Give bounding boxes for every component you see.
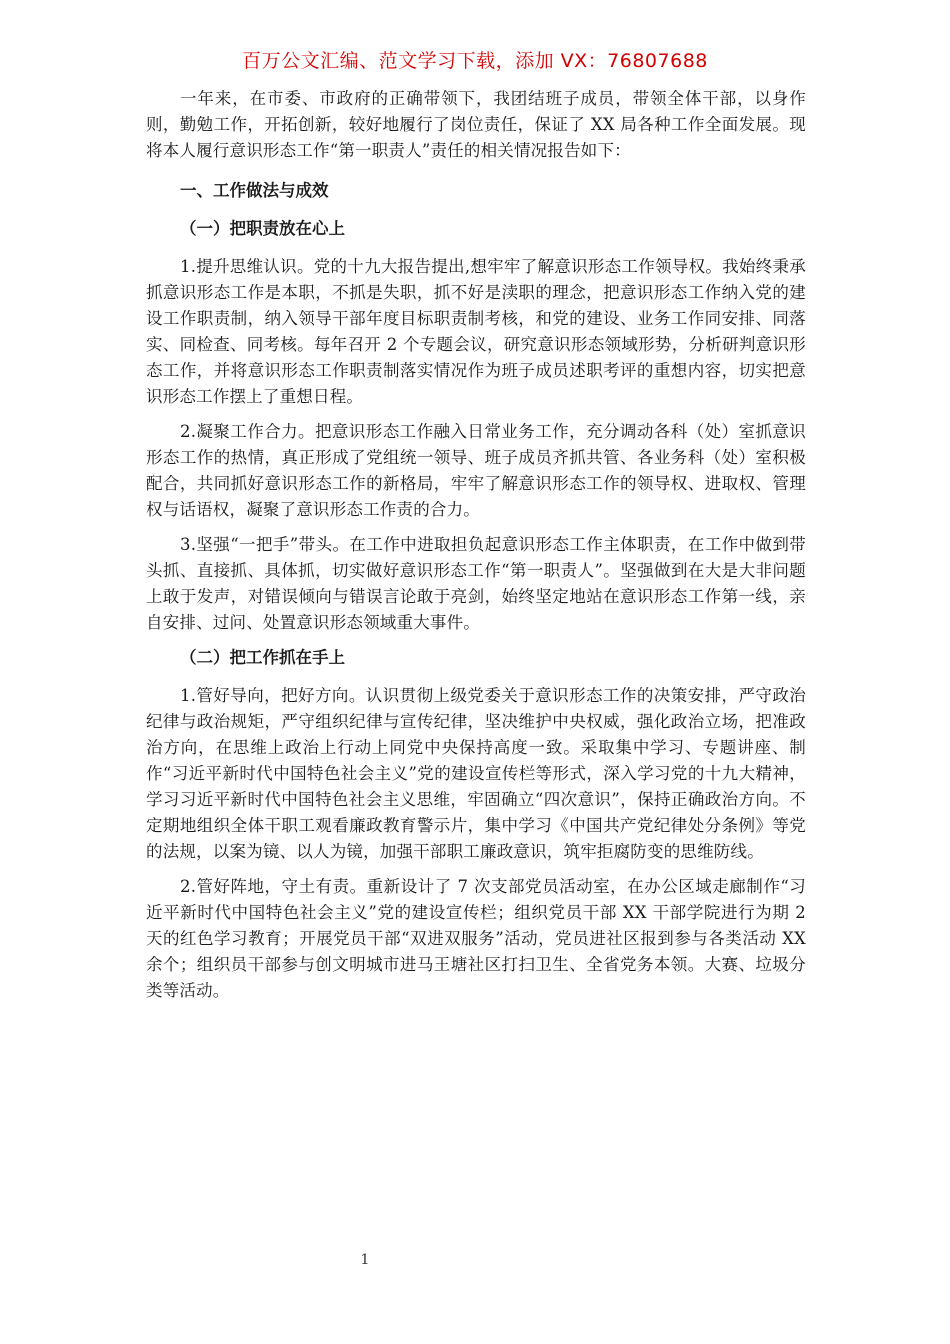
header-banner: 百万公文汇编、范文学习下载，添加 VX：76807688 [242, 50, 708, 72]
paragraph-2-1: 1.管好导向，把好方向。认识贯彻上级党委关于意识形态工作的决策安排，严守政治纪律与政治规矩，严守组织纪律与宣传纪律，坚决维护中央权威，强化政治立场，把准政治方向，在思维上政治上行动上同党中央保持高度一致。采取集中学习、专题讲座、制作“习近平新时代中国特色社会主义”党的建设宣传栏等形式，深入学习党的十九大精神，学习习近平新时代中国特色社会主义思维，牢固确立“四次意识”，保持正确政治方向。不定期地组织全体干职工观看廉政教育警示片，集中学习《中国共产党纪律处分条例》等党的法规，以案为镜、以人为镜，加强干部职工廉政意识，筑牢拒腐防变的思维防线。 [146, 686, 806, 861]
paragraph-2-2: 2.管好阵地，守土有责。重新设计了 7 次支部党员活动室，在办公区域走廊制作“习近平新时代中国特色社会主义”党的建设宣传栏；组织党员干部 XX 干部学院进行为期 2 天的红色学习教育；开展党员干部“双进双服务”活动，党员进社区报到参与各类活动 XX 余个；组织员干部参与创文明城市进马王塘社区打扫卫生、全省党务本领。大赛、垃圾分类等活动。 [146, 877, 806, 1000]
document-body [146, 86, 806, 1013]
intro-paragraph: 一年来，在市委、市政府的正确带领下，我团结班子成员，带领全体干部，以身作则，勤勉工作，开拓创新，较好地履行了岗位责任，保证了 XX 局各种工作全面发展。现将本人履行意识形态工作“第一职责人”责任的相关情况报告如下： [146, 89, 806, 160]
section-1-heading: 一、工作做法与成效 [180, 181, 329, 200]
subsection-2-heading: （二）把工作抓在手上 [180, 648, 345, 667]
paragraph-1-2: 2.凝聚工作合力。把意识形态工作融入日常业务工作，充分调动各科（处）室抓意识形态工作的热情，真正形成了党组统一领导、班子成员齐抓共管、各业务科（处）室积极配合，共同抓好意识形态工作的新格局，牢牢了解意识形态工作的领导权、进取权、管理权与话语权，凝聚了意识形态工作责的合力。 [146, 422, 806, 519]
page-number: 1 [360, 1252, 370, 1268]
paragraph-1-3: 3.坚强“一把手”带头。在工作中进取担负起意识形态工作主体职责，在工作中做到带头抓、直接抓、具体抓，切实做好意识形态工作“第一职责人”。坚强做到在大是大非问题上敢于发声，对错误倾向与错误言论敢于亮剑，始终坚定地站在意识形态工作第一线，亲自安排、过问、处置意识形态领域重大事件。 [146, 535, 806, 632]
paragraph-1-1: 1.提升思维认识。党的十九大报告提出,想牢牢了解意识形态工作领导权。我始终秉承抓意识形态工作是本职，不抓是失职，抓不好是渎职的理念，把意识形态工作纳入党的建设工作职责制，纳入领导干部年度目标职责制考核，和党的建设、业务工作同安排、同落实、同检查、同考核。每年召开 2 个专题会议，研究意识形态领域形势，分析研判意识形态工作，并将意识形态工作职责制落实情况作为班子成员述职考评的重想内容，切实把意识形态工作摆上了重想日程。 [146, 257, 806, 406]
subsection-1-heading: （一）把职责放在心上 [180, 219, 345, 238]
